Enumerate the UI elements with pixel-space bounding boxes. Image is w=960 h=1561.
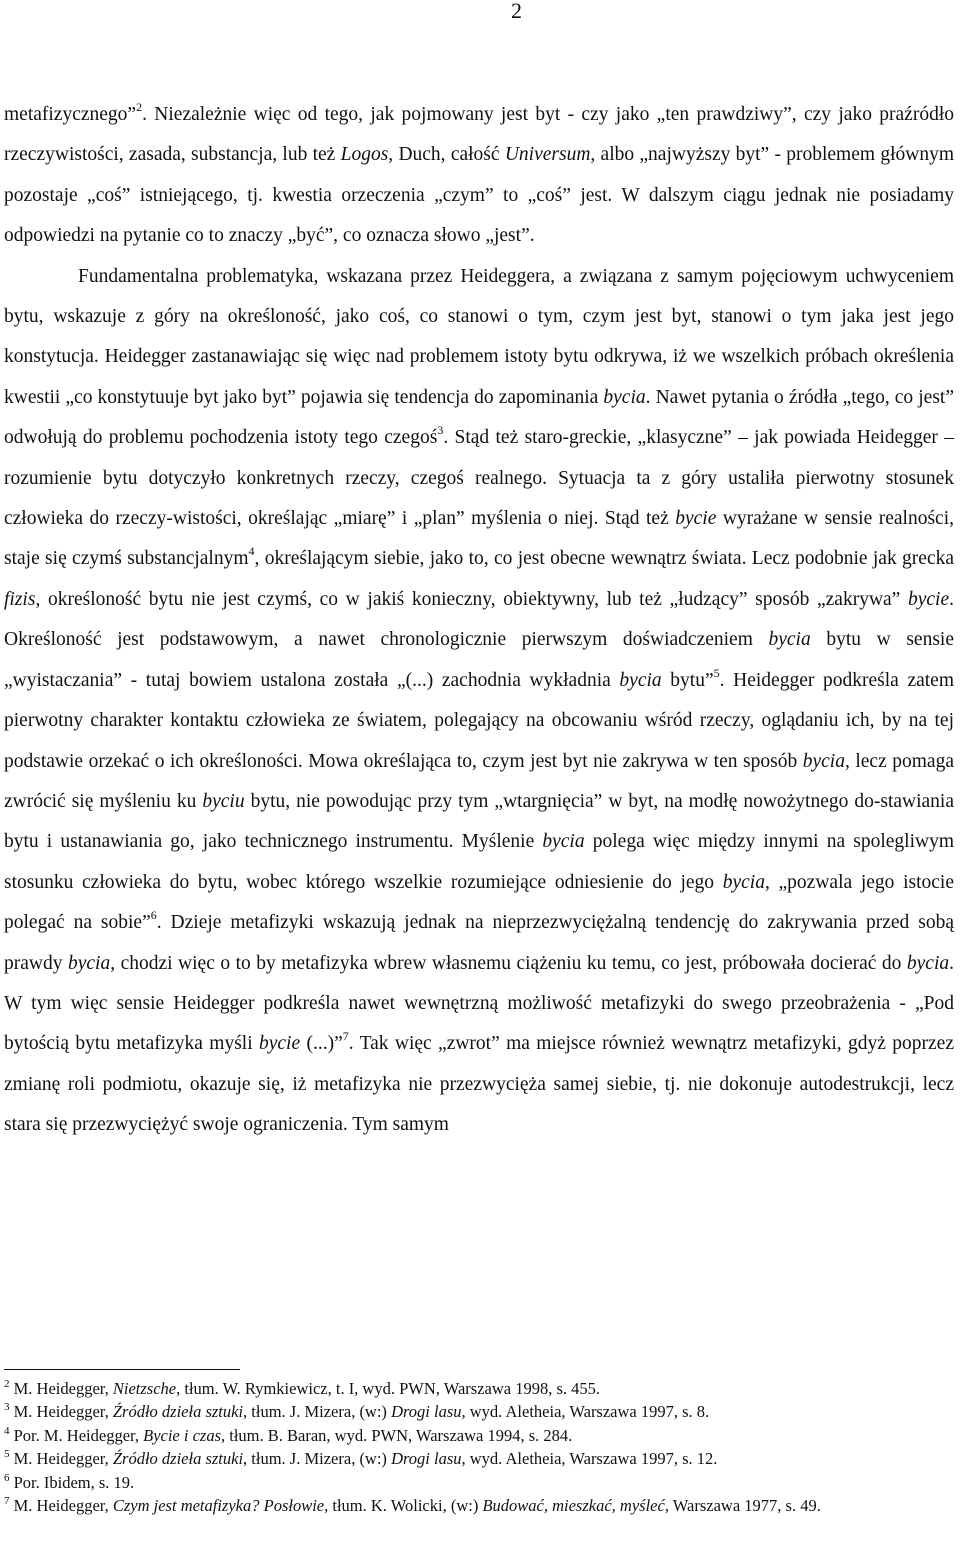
body-text (4, 95, 954, 1146)
text-run: (...)” (300, 1033, 343, 1055)
italic-text: byciu (202, 790, 245, 812)
italic-text: bycia (906, 952, 950, 974)
text-run: polega więc między innymi na spolegliwym stosunku człowieka do bytu, wobec którego wszelkie rozumiejące odniesienie do jego (4, 831, 955, 893)
text-run: . Określoność jest podstawowym, a nawet chronologicznie pierwszym doświadczeniem (4, 588, 954, 651)
footnotes (4, 1377, 954, 1517)
footnote (4, 1400, 954, 1423)
text-run: . Stąd też staro-greckie, „klasyczne” – jak powiada Heidegger – rozumienie bytu dotyczyło konkretnych rzeczy, czegoś realnego. Sytuacja ta z góry ustaliła pierwotny stosunek człowieka do rzeczy-wistości, określając „miarę” i „plan” myślenia o niej. Stąd też (4, 427, 954, 530)
footnote (4, 1377, 954, 1400)
footnote-number: 2 (4, 1378, 10, 1390)
text-run: , tłum. B. Baran, wyd. PWN, Warszawa 1994, s. 284. (221, 1425, 573, 1445)
footnote-number: 7 (4, 1495, 10, 1508)
italic-text: Czym jest metafizyka? Posłowie (112, 1496, 325, 1516)
text-run: , tłum. J. Mizera, (w:) (243, 1402, 392, 1422)
text-run: , chodzi więc o to by metafizyka wbrew własnemu ciążeniu ku temu, co jest, próbowała docierać do (110, 952, 907, 974)
italic-text: Źródło dzieła sztuki (112, 1402, 244, 1422)
italic-text: bycie (907, 588, 950, 610)
italic-text: bycie (258, 1033, 301, 1055)
italic-text: Źródło dzieła sztuki (112, 1449, 244, 1469)
footnote-number: 4 (4, 1424, 10, 1437)
footnote-number: 3 (4, 1401, 10, 1414)
footnote (4, 1471, 954, 1494)
footnote (4, 1447, 954, 1470)
text-run: , określoność bytu nie jest czymś, co w jakiś konieczny, obiektywny, lub też „łudzący” sposób „zakrywa” (35, 588, 908, 610)
text-run: . Tak więc „zwrot” ma miejsce również wewnątrz metafizyki, gdyż poprzez zmianę roli podmiotu, okazuje się, iż metafizyka nie przezwycięża samej siebie, tj. nie dokonuje autodestrukcji, lecz stara się przezwyciężyć swoje ograniczenia. Tym samym (4, 1033, 954, 1136)
text-run: M. Heidegger, (13, 1379, 113, 1398)
text-run: wyrażane w sensie realności, staje się czymś substancjalnym (4, 508, 954, 570)
footnote-number: 6 (4, 1471, 10, 1484)
italic-text: bycia (542, 831, 585, 853)
italic-text: Logos (340, 144, 389, 166)
footnote (4, 1494, 954, 1517)
footnote-ref: 4 (248, 544, 255, 559)
italic-text: bycia (722, 871, 765, 893)
text-run: bytu” (661, 669, 714, 691)
text-run: , „pozwala jego istocie polegać na sobie” (4, 871, 954, 934)
italic-text: Nietzsche (112, 1379, 177, 1398)
italic-text: bycia (603, 386, 646, 408)
text-run: . Heidegger podkreśla zatem pierwotny charakter kontaktu człowieka ze światem, polegający na obcowaniu wśród rzeczy, oglądaniu ich, by na tej podstawie orzekać o ich określoności. Mowa określająca to, czym jest byt nie zakrywa w ten sposób (4, 669, 954, 772)
text-run: , tłum. W. Rymkiewicz, t. I, wyd. PWN, Warszawa 1998, s. 455. (176, 1379, 601, 1398)
footnote-separator (4, 1369, 240, 1370)
text-run: metafizycznego” (4, 104, 137, 125)
text-run: M. Heidegger, (13, 1402, 113, 1422)
paragraph (4, 95, 954, 257)
footnote-ref: 6 (150, 908, 157, 923)
text-run: . Niezależnie więc od tego, jak pojmowany jest byt - czy jako „ten prawdziwy”, czy jako praźródło rzeczywistości, zasada, substancja, lub też (4, 104, 954, 166)
footnote-ref: 7 (342, 1029, 349, 1044)
text-run: , wyd. Aletheia, Warszawa 1997, s. 12. (461, 1449, 718, 1469)
footnote-ref: 2 (136, 100, 143, 114)
italic-text: Budować, mieszkać, myśleć (482, 1496, 665, 1516)
text-run: M. Heidegger, (13, 1496, 113, 1516)
italic-text: Drogi lasu (391, 1402, 462, 1422)
text-run: , tłum. K. Wolicki, (w:) (324, 1496, 483, 1516)
footnote-ref: 3 (437, 423, 444, 438)
text-run: . W tym więc sensie Heidegger podkreśla nawet wewnętrzną możliwość metafizyki do swego przeobrażenia - „Pod bytością bytu metafizyka myśli (4, 952, 955, 1055)
italic-text: Universum (504, 144, 591, 166)
text-run: . Nawet pytania o źródła „tego, co jest” odwołują do problemu pochodzenia istoty tego czegoś (4, 386, 954, 449)
text-run: , albo „najwyższy byt” - problemem głównym pozostaje „coś” istniejącego, tj. kwestia orzeczenia „czym” to „coś” jest. W dalszym ciągu jednak nie posiadamy odpowiedzi na pytanie co to znaczy „być”, co oznacza słowo „jest”. (4, 144, 954, 247)
footnote-ref: 5 (713, 665, 720, 680)
footnote (4, 1424, 954, 1447)
text-run: , wyd. Aletheia, Warszawa 1997, s. 8. (461, 1402, 710, 1422)
text-run: bytu, nie powodując przy tym „wtargnięcia” w byt, na modłę nowożytnego do-stawiania bytu i ustanawiania go, jako technicznego instrumentu. Myślenie (4, 790, 955, 853)
text-run: , Duch, całość (388, 144, 505, 166)
text-run: bytu w sensie „wyistaczania” - tutaj bowiem ustalona została „(...) zachodnia wykładnia (4, 629, 955, 691)
text-run: , tłum. J. Mizera, (w:) (243, 1449, 392, 1469)
italic-text: bycia (802, 750, 845, 772)
page-number: 2 (511, 0, 522, 23)
italic-text: Drogi lasu (391, 1449, 462, 1469)
text-run: Fundamentalna problematyka, wskazana przez Heideggera, a związana z samym pojęciowym uchwyceniem bytu, wskazuje z góry na określoność, jako coś, co stanowi o tym, czym jest byt, stanowi o tym jaka jest jego konstytucja. Heidegger zastanawiając się więc nad problemem istoty bytu odkrywa, iż we wszelkich próbach określenia kwestii „co konstytuuje byt jako byt” pojawia się tendencja do zapominania (4, 265, 954, 408)
text-run: , Warszawa 1977, s. 49. (664, 1496, 821, 1516)
footnote-number: 5 (4, 1448, 10, 1461)
text-run: M. Heidegger, (13, 1449, 113, 1469)
text-run: Por. M. Heidegger, (13, 1425, 144, 1445)
italic-text: bycia (619, 669, 662, 691)
text-run: Por. Ibidem, s. 19. (13, 1472, 135, 1492)
text-run: , lecz pomaga zwrócić się myśleniu ku (4, 750, 954, 812)
italic-text: bycie (675, 508, 717, 530)
italic-text: fizis (4, 588, 36, 610)
text-run: . Dzieje metafizyki wskazują jednak na nieprzezwyciężalną tendencję do zakrywania przed sobą prawdy (4, 912, 954, 974)
italic-text: bycia (768, 629, 811, 651)
paragraph (4, 257, 954, 1146)
italic-text: bycia (67, 952, 111, 974)
italic-text: Bycie i czas (143, 1425, 222, 1445)
text-run: , określającym siebie, jako to, co jest obecne wewnątrz świata. Lecz podobnie jak grecka (254, 548, 954, 570)
